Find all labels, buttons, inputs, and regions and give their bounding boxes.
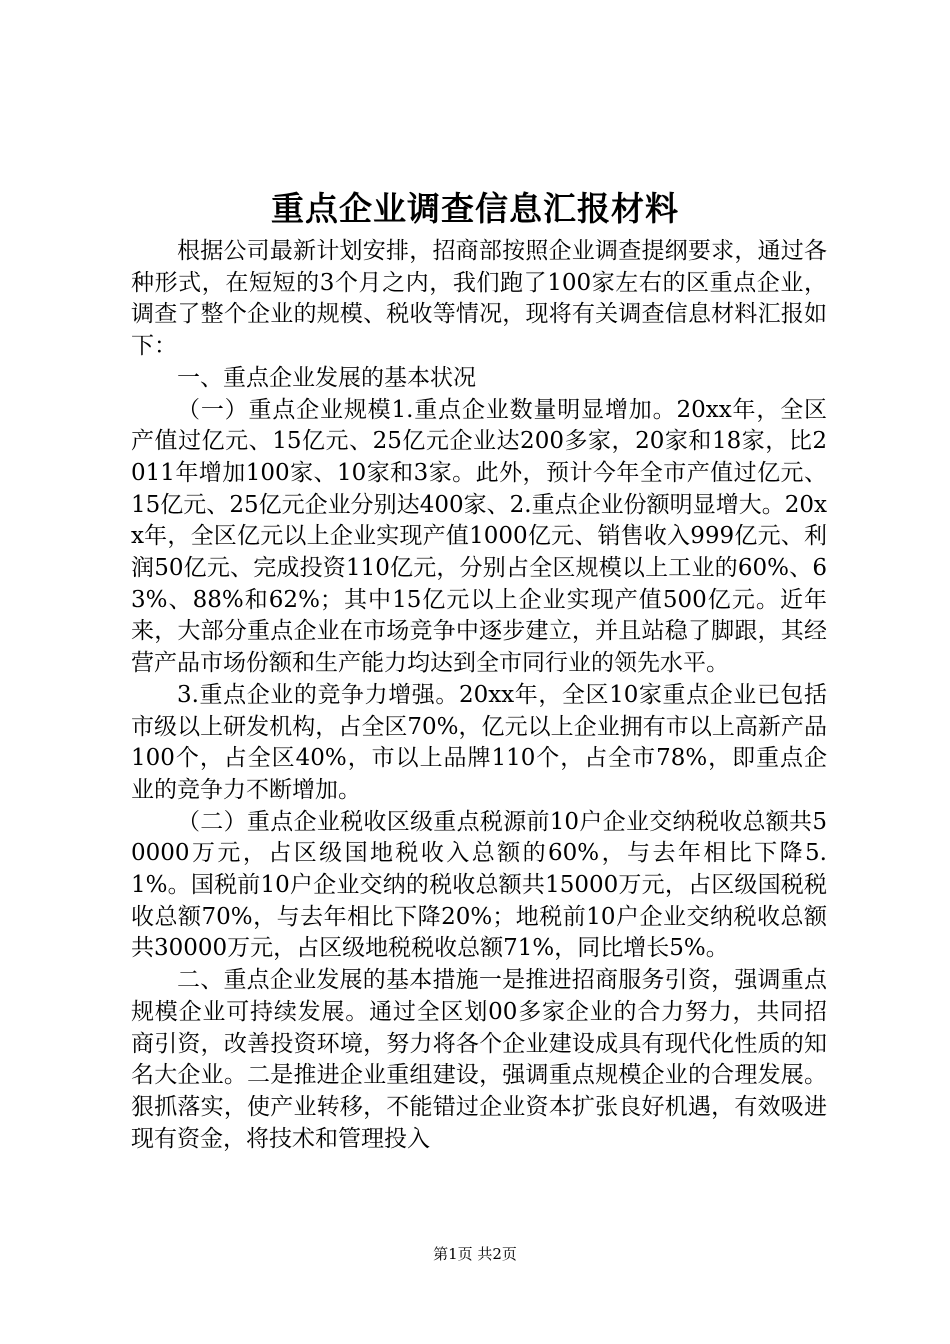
- paragraph-basic-measures: 二、重点企业发展的基本措施一是推进招商服务引资，强调重点规模企业可持续发展。通过全区划00多家企业的合力努力，共同招商引资，改善投资环境，努力将各个企业建设成具有现代化性质的知名大企业。二是推进企业重组建设，强调重点规模企业的合理发展。狠抓落实，使产业转移，不能错过企业资本扩张良好机遇，有效吸进现有资金，将技术和管理投入: [131, 967, 827, 1152]
- section-heading-basic-status: 一、重点企业发展的基本状况: [177, 364, 476, 391]
- page-number-footer: 第1页 共2页: [433, 1245, 517, 1263]
- paragraph-enterprise-scale: （一）重点企业规模1.重点企业数量明显增加。20xx年，全区产值过亿元、15亿元、25亿元企业达200多家，20家和18家，比2011年增加100家、10家和3家。此外，预计今年全市产值过亿元、15亿元、25亿元企业分别达400家、2.重点企业份额明显增大。20xx年，全区亿元以上企业实现产值1000亿元、销售收入999亿元、利润50亿元、完成投资110亿元，分别占全区规模以上工业的60%、63%、88%和62%；其中15亿元以上企业实现产值500亿元。近年来，大部分重点企业在市场竞争中逐步建立，并且站稳了脚跟，其经营产品市场份额和生产能力均达到全市同行业的领先水平。: [131, 396, 827, 677]
- document-body: [131, 236, 827, 1155]
- paragraph-tax-revenue: （二）重点企业税收区级重点税源前10户企业交纳税收总额共50000万元，占区级国地税收入总额的60%，与去年相比下降5.1%。国税前10户企业交纳的税收总额共15000万元，占区级国税税收总额70%，与去年相比下降20%；地税前10户企业交纳税收总额共30000万元，占区级地税税收总额71%，同比增长5%。: [131, 808, 827, 962]
- document-title: 重点企业调查信息汇报材料: [271, 189, 679, 228]
- intro-paragraph: 根据公司最新计划安排，招商部按照企业调查提纲要求，通过各种形式，在短短的3个月之内，我们跑了100家左右的区重点企业，调查了整个企业的规模、税收等情况，现将有关调查信息材料汇报如下：: [131, 238, 827, 360]
- paragraph-competitiveness: 3.重点企业的竞争力增强。20xx年，全区10家重点企业已包括市级以上研发机构，占全区70%，亿元以上企业拥有市以上高新产品100个，占全区40%，市以上品牌110个，占全市78%，即重点企业的竞争力不断增加。: [131, 681, 827, 803]
